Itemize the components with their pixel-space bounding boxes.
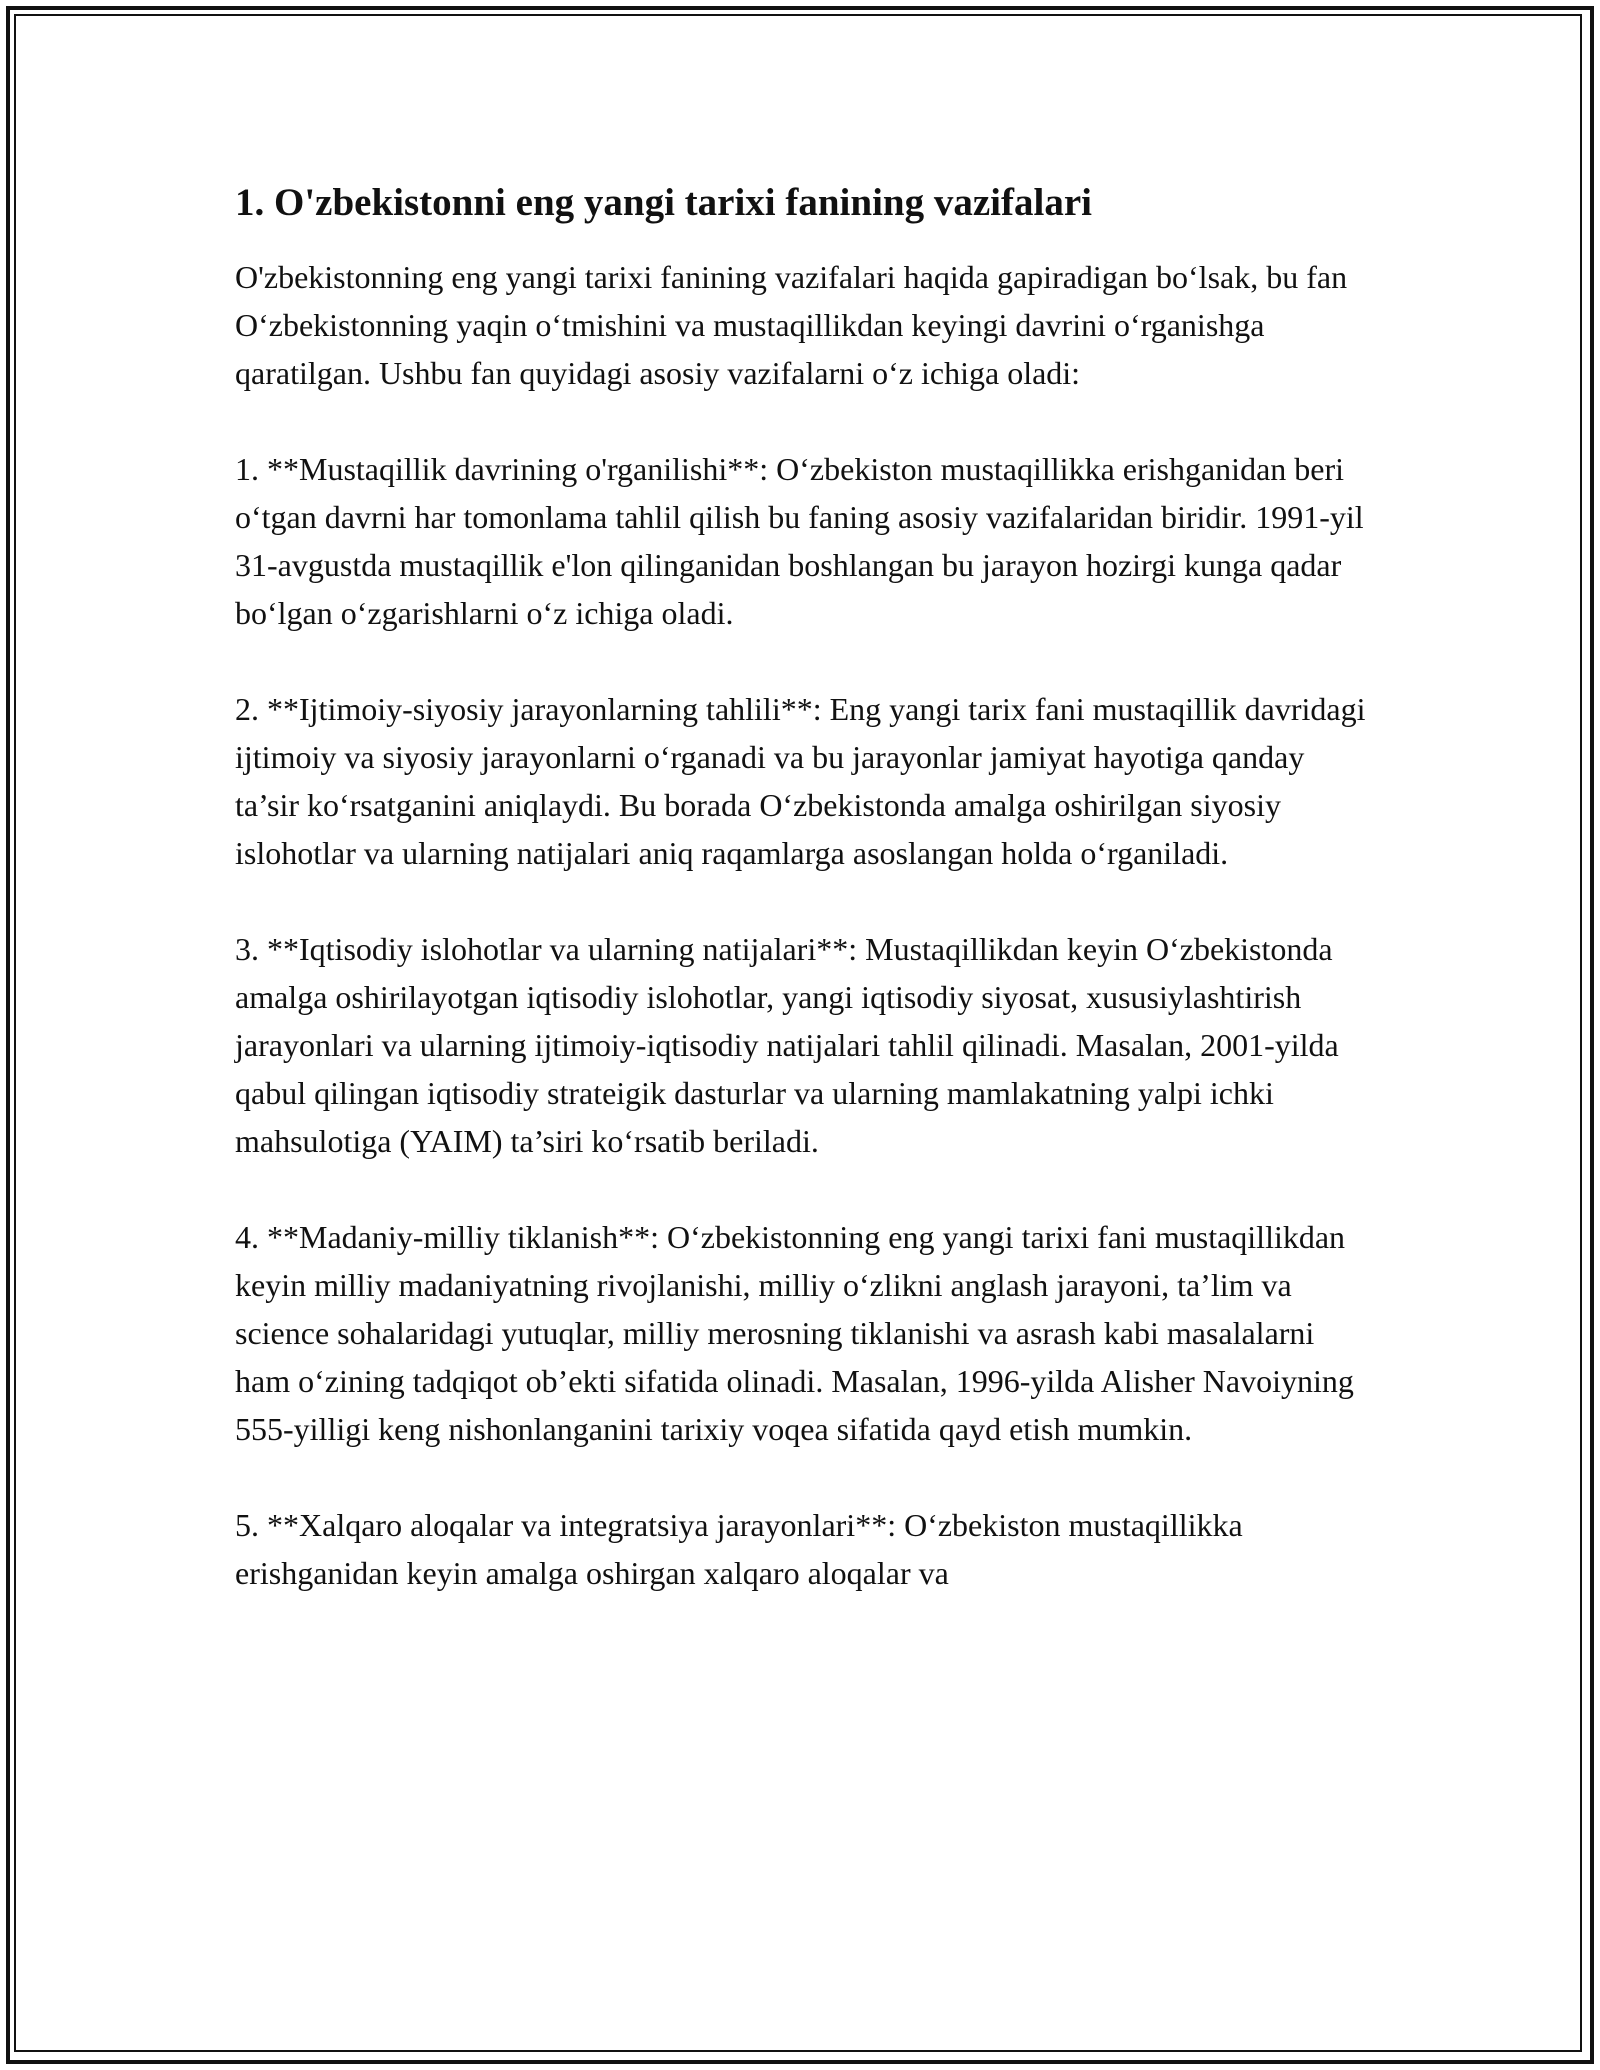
document-title: 1. O'zbekistonni eng yangi tarixi fanining vazifalari: [235, 181, 1092, 224]
list-item-1-paragraph: 1. **Mustaqillik davrining o'rganilishi**: O‘zbekiston mustaqillikka erishganidan beri o‘tgan davrni har tomonlama tahlil qilish bu faning asosiy vazifalaridan biridir. 1991-yil 31-avgustda mustaqillik e'lon qilinganidan boshlangan bu jarayon hozirgi kunga qadar bo‘lgan o‘zgarishlarni o‘z ichiga oladi.: [235, 450, 1364, 631]
document-body: [235, 178, 1375, 1645]
intro-paragraph: O'zbekistonning eng yangi tarixi fanining vazifalari haqida gapiradigan bo‘lsak, bu fan O‘zbekistonning yaqin o‘tmishini va mustaqillikdan keyingi davrini o‘rganishga qaratilgan. Ushbu fan quyidagi asosiy vazifalarni o‘z ichiga oladi:: [235, 258, 1348, 391]
list-item-3-paragraph: 3. **Iqtisodiy islohotlar va ularning natijalari**: Mustaqillikdan keyin O‘zbekistonda amalga oshirilayotgan iqtisodiy islohotlar, yangi iqtisodiy siyosat, xususiylashtirish jarayonlari va ularning ijtimoiy-iqtisodiy natijalari tahlil qilinadi. Masalan, 2001-yilda qabul qilingan iqtisodiy strateigik dasturlar va ularning mamlakatning yalpi ichki mahsulotiga (YAIM) ta’siri ko‘rsatib beriladi.: [235, 930, 1339, 1159]
list-item-2-paragraph: 2. **Ijtimoiy-siyosiy jarayonlarning tahlili**: Eng yangi tarix fani mustaqillik davridagi ijtimoiy va siyosiy jarayonlarni o‘rganadi va bu jarayonlar jamiyat hayotiga qanday ta’sir ko‘rsatganini aniqlaydi. Bu borada O‘zbekistonda amalga oshirilgan siyosiy islohotlar va ularning natijalari aniq raqamlarga asoslangan holda o‘rganiladi.: [235, 690, 1366, 871]
list-item-4-paragraph: 4. **Madaniy-milliy tiklanish**: O‘zbekistonning eng yangi tarixi fani mustaqillikdan keyin milliy madaniyatning rivojlanishi, milliy o‘zlikni anglash jarayoni, ta’lim va science sohalaridagi yutuqlar, milliy merosning tiklanishi va asrash kabi masalalarni ham o‘zining tadqiqot ob’ekti sifatida olinadi. Masalan, 1996-yilda Alisher Navoiyning 555-yilligi keng nishonlanganini tarixiy voqea sifatida qayd etish mumkin.: [235, 1218, 1354, 1447]
list-item-5-paragraph: 5. **Xalqaro aloqalar va integratsiya jarayonlari**: O‘zbekiston mustaqillikka erishganidan keyin amalga oshirgan xalqaro aloqalar va: [235, 1506, 1243, 1591]
